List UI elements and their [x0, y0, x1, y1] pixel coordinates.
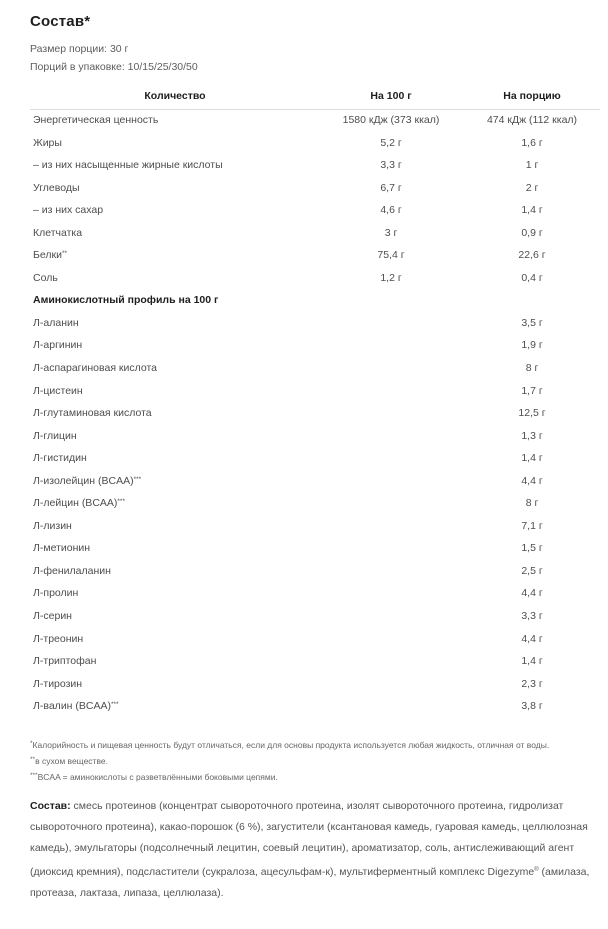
- footnote: [30, 738, 600, 754]
- nutrition-row: [30, 248, 600, 271]
- amino-row: [30, 699, 600, 722]
- footnote: [30, 754, 600, 770]
- row-label: [33, 182, 80, 194]
- row-label: [33, 678, 82, 690]
- value-per-serving: 474 кДж (112 ккал): [486, 114, 578, 126]
- row-label-text: Л-фенилаланин: [33, 564, 111, 577]
- row-label-text: Энергетическая ценность: [33, 114, 159, 126]
- row-label-text: Л-изолейцин (BCAA): [33, 474, 134, 487]
- row-label-text: Л-аспарагиновая кислота: [33, 362, 158, 375]
- amino-row: [30, 406, 600, 429]
- amino-row: [30, 451, 600, 474]
- amino-value: 8 г: [525, 497, 539, 510]
- amino-value: 12,5 г: [518, 407, 546, 420]
- amino-value: 1,9 г: [521, 339, 543, 352]
- amino-value: 3,8 г: [521, 700, 543, 713]
- amino-row: [30, 338, 600, 361]
- value-per-100g: 5,2 г: [380, 136, 402, 149]
- amino-row: [30, 519, 600, 542]
- row-label-text: Л-серин: [33, 610, 72, 623]
- composition-paragraph: [30, 796, 595, 904]
- amino-value: 1,7 г: [521, 384, 543, 397]
- row-label: [33, 610, 72, 622]
- amino-row: [30, 429, 600, 452]
- row-label: [33, 114, 158, 126]
- row-label-text: Соль: [33, 271, 58, 284]
- row-label-text: Углеводы: [33, 181, 80, 194]
- amino-row: [30, 316, 600, 339]
- amino-value: 8 г: [525, 362, 539, 375]
- serving-size: Размер порции: 30 г: [30, 43, 129, 55]
- row-label-text: Л-цистеин: [33, 384, 83, 397]
- amino-row: [30, 541, 600, 564]
- amino-value: 4,4 г: [521, 474, 543, 487]
- row-label: [33, 249, 67, 261]
- row-label-text: Л-триптофан: [33, 655, 97, 668]
- footnote-text: BCAA = аминокислоты с разветвлёнными боковыми цепями.: [37, 772, 278, 782]
- value-per-100g: 3 г: [384, 226, 398, 239]
- amino-row: [30, 677, 600, 700]
- footnote-mark: **: [30, 756, 36, 763]
- value-per-100g: 4,6 г: [380, 204, 402, 217]
- nutrition-row: [30, 113, 600, 136]
- row-label: [33, 542, 90, 554]
- row-label-text: Л-пролин: [33, 587, 79, 600]
- row-label-text: Л-гистидин: [33, 452, 87, 465]
- footnote-mark: **: [61, 250, 68, 258]
- amino-value: 3,5 г: [521, 316, 543, 329]
- amino-value: 7,1 г: [521, 519, 543, 532]
- row-label-text: Л-треонин: [33, 632, 84, 645]
- row-label: [33, 339, 82, 351]
- row-label: [33, 407, 152, 419]
- row-label: [33, 227, 82, 239]
- row-label: [33, 272, 58, 284]
- amino-value: 4,4 г: [521, 632, 543, 645]
- row-label-text: Клетчатка: [33, 226, 83, 239]
- servings-per-pack: Порций в упаковке: 10/15/25/30/50: [30, 61, 198, 73]
- amino-value: 4,4 г: [521, 587, 543, 600]
- amino-row: [30, 609, 600, 632]
- amino-value: 1,4 г: [521, 655, 543, 668]
- row-label: [33, 655, 96, 667]
- row-label-text: Л-валин (BCAA): [33, 700, 111, 713]
- footnote-mark: ***: [133, 475, 142, 483]
- row-label-text: Л-лизин: [33, 519, 72, 532]
- row-label: [33, 452, 87, 464]
- row-label: [33, 700, 119, 712]
- row-label-text: Л-глутаминовая кислота: [33, 407, 152, 420]
- row-label: [33, 385, 83, 397]
- footnote-text: в сухом веществе.: [35, 756, 108, 766]
- header-per-100g: На 100 г: [370, 90, 412, 102]
- amino-value: 2,5 г: [521, 564, 543, 577]
- footnote: [30, 770, 600, 786]
- page-title: Состав*: [30, 13, 91, 30]
- value-per-100g: 1580 кДж (373 ккал): [342, 114, 440, 126]
- amino-value: 1,5 г: [521, 542, 543, 555]
- amino-row: [30, 384, 600, 407]
- value-per-serving: 22,6 г: [518, 249, 546, 262]
- header-per-serving: На порцию: [503, 90, 561, 102]
- table-header: [30, 89, 600, 110]
- footnote-mark: ***: [110, 701, 119, 709]
- registered-mark: ®: [534, 866, 539, 873]
- footnote-mark: *: [30, 740, 33, 747]
- amino-value: 1,4 г: [521, 452, 543, 465]
- value-per-100g: 1,2 г: [380, 271, 402, 284]
- value-per-serving: 0,4 г: [521, 271, 543, 284]
- header-quantity: Количество: [144, 90, 206, 102]
- amino-row: [30, 654, 600, 677]
- amino-section-title: Аминокислотный профиль на 100 г: [33, 294, 219, 307]
- nutrition-row: [30, 271, 600, 294]
- row-label-text: Л-тирозин: [33, 677, 83, 690]
- row-label: [33, 362, 157, 374]
- amino-row: [30, 496, 600, 519]
- amino-row: [30, 361, 600, 384]
- row-label: [33, 317, 79, 329]
- footnote-mark: ***: [30, 772, 38, 779]
- row-label-text: Л-метионин: [33, 542, 91, 555]
- amino-section-header: [30, 293, 600, 316]
- amino-row: [30, 586, 600, 609]
- amino-row: [30, 564, 600, 587]
- row-label: [33, 633, 83, 645]
- row-label: [33, 587, 78, 599]
- row-label: [33, 565, 111, 577]
- row-label: [33, 497, 125, 509]
- nutrition-row: [30, 203, 600, 226]
- row-label: [33, 159, 223, 171]
- row-label: [33, 475, 141, 487]
- value-per-serving: 0,9 г: [521, 226, 543, 239]
- row-label-text: – из них насыщенные жирные кислоты: [33, 159, 223, 172]
- row-label-text: Л-лейцин (BCAA): [33, 497, 118, 510]
- value-per-100g: 6,7 г: [380, 181, 402, 194]
- nutrition-row: [30, 226, 600, 249]
- row-label-text: Л-аргинин: [33, 339, 83, 352]
- value-per-100g: 75,4 г: [377, 249, 405, 262]
- row-label-text: Л-аланин: [33, 316, 79, 329]
- row-label-text: Белки: [33, 249, 62, 262]
- row-label: [33, 137, 62, 149]
- value-per-100g: 3,3 г: [380, 159, 402, 172]
- composition-label: Состав:: [30, 800, 71, 812]
- value-per-serving: 1,6 г: [521, 136, 543, 149]
- footnote-mark: ***: [117, 498, 125, 506]
- row-label: [33, 430, 77, 442]
- value-per-serving: 1 г: [525, 159, 539, 172]
- value-per-serving: 1,4 г: [521, 204, 543, 217]
- composition-text: смесь протеинов (концентрат сывороточного протеина, изолят сывороточного протеина, гидролизат сывороточного протеина), какао-порошок (6 %), загустители (ксантановая камедь, гуаровая камедь, целлюлозная камедь), эмульгаторы (подсолнечный лецитин, соевый лецитин), ароматизатор, соль, антислеживающий агент (диоксид кремния), подсластители (сукралоза, ацесульфам-к), мультиферментный комплекс Digezyme: [30, 800, 588, 878]
- nutrition-row: [30, 181, 600, 204]
- value-per-serving: 2 г: [525, 181, 539, 194]
- row-label-text: Жиры: [33, 136, 62, 149]
- footnotes: [30, 738, 600, 786]
- amino-row: [30, 632, 600, 655]
- amino-row: [30, 474, 600, 497]
- row-label-text: Л-глицин: [33, 429, 77, 442]
- footnote-text: Калорийность и пищевая ценность будут отличаться, если для основы продукта используется любая жидкость, отличная от воды.: [32, 740, 550, 750]
- amino-value: 1,3 г: [521, 429, 543, 442]
- amino-value: 2,3 г: [521, 677, 543, 690]
- nutrition-row: [30, 136, 600, 159]
- nutrition-row: [30, 158, 600, 181]
- row-label: [33, 520, 72, 532]
- row-label-text: – из них сахар: [33, 204, 104, 217]
- amino-value: 3,3 г: [521, 610, 543, 623]
- composition-text-end: (амилаза, протеаза, лактаза, липаза, целлюлаза).: [30, 865, 590, 899]
- row-label: [33, 204, 103, 216]
- nutrition-table-body: [30, 113, 600, 722]
